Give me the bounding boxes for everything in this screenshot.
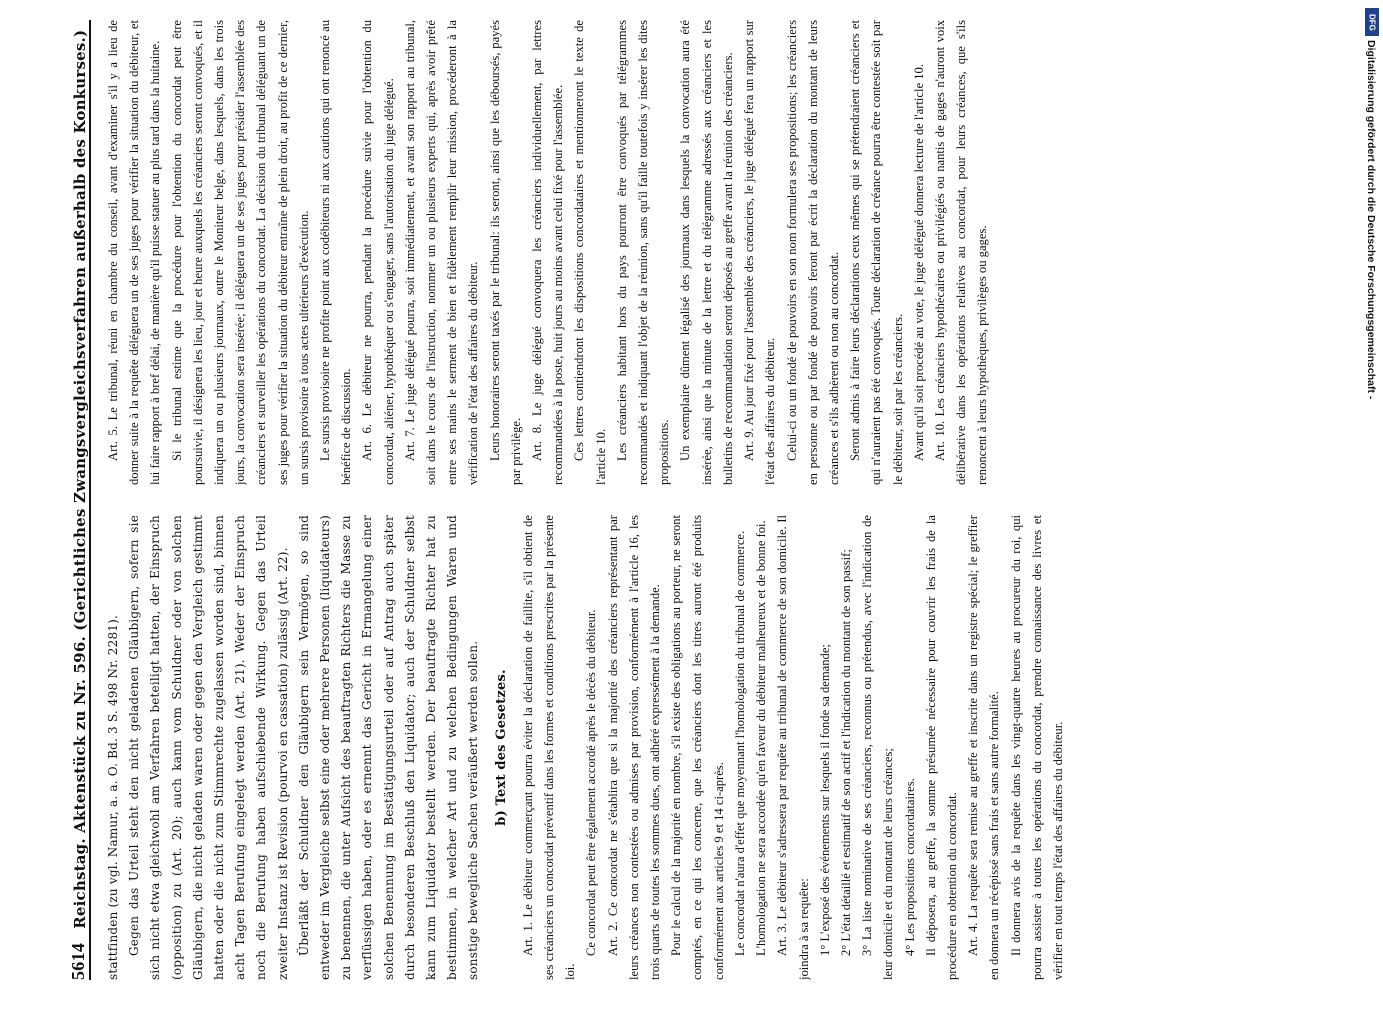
section-heading: b) Text des Gesetzes.: [493, 669, 509, 826]
article-paragraph: Les créanciers habitant hors du pays pourront être convoqués par télégrammes recommandés et indiquant l'objet de la réunion, sans qu'il faille toutefois y insérer les dites propositions.: [614, 20, 672, 485]
paragraph: stattfinden (zu vgl. Namur, a. a. O. Bd. 3 S. 498 Nr. 2281).: [106, 614, 120, 980]
digitization-text: Digitalisierung gefördert durch die Deutsche Forschungsgemeinschaft -: [1365, 40, 1377, 400]
article-paragraph: Seront admis à faire leurs déclarations ceux mêmes qui se prétendraient créanciers et qui n'auraient pas été convoqués. Toute déclaration de créance pourra être contestée soit par le débiteur, soit par les créanciers.: [848, 20, 905, 485]
article-paragraph: Art. 1. Le débiteur commerçant pourra éviter la déclaration de faillite, s'il obtient de ses créanciers un concordat préventif dans les formes et conditions prescrites par la présente loi.: [520, 515, 578, 980]
article-paragraph: Art. 7. Le juge délégué pourra, soit immédiatement, et avant son rapport au tribunal, soit dans le cours de l'instruction, nommer un ou plusieurs experts qui, après avoir prêté entre ses mains le serment de bien et fidèlement remplir leur mission, procéderont à la vérification de l'état des affaires du débiteur.: [402, 20, 481, 485]
document-page: [55, 10, 1383, 990]
article-item: 2° L'état détaillé et estimatif de son actif et l'indication du montant de son passif;: [838, 549, 853, 956]
article-paragraph: Art. 6. Le débiteur ne pourra, pendant la procédure suivie pour l'obtention du concordat, aliéner, hypothéquer ou s'engager, sans l'autorisation du juge délégué.: [360, 20, 396, 485]
paragraph: Überläßt der Schuldner den Gläubigern sein Vermögen, so sind entweder im Vergleiche selbst eine oder mehrere Personen (liquidateurs) zu benennen, die unter Aufsicht des beauftragten Richters die Masse zu verflüssigen haben, oder es ernennt das Gericht in Ermangelung einer solchen Benennung im Bestätigungsurteil oder auf Antrag auch später durch besonderen Beschluß den Liquidator; auch der Schuldner selbst kann zum Liquidator bestellt werden. Der beauftragte Richter hat zu bestimmen, in welcher Art und zu welchen Bedingungen Waren und sonstige bewegliche Sachen veräußert werden sollen.: [296, 515, 481, 980]
right-column: [103, 20, 1373, 485]
article-paragraph: Pour le calcul de la majorité en nombre, s'il existe des obligations au porteur, ne seront comptés, en ce qui les concerne, que les créanciers dont les titres auront été produits conformément aux articles 9 et 14 ci-après.: [669, 515, 726, 980]
page-title: Reichstag. Aktenstück zu Nr. 596. (Gerichtliches Zwangsvergleichsverfahren außerhalb des Konkurses.): [71, 29, 89, 929]
article-paragraph: L'homologation ne sera accordée qu'en faveur du débiteur malheureux et de bonne foi.: [754, 520, 769, 956]
article-paragraph: Art. 9. Au jour fixé pour l'assemblée des créanciers, le juge délégué fera un rapport sur l'état des affaires du débiteur.: [742, 20, 778, 485]
article-paragraph: Art. 5. Le tribunal, réuni en chambre du conseil, avant d'examiner s'il y a lieu de donner suite à la requête déléguera un de ses juges pour vérifier la situation du débiteur, et lui faire rapport à bref délai, de manière qu'il puisse statuer au plus tard dans la huitaine.: [106, 20, 163, 485]
article-paragraph: Ces lettres contiendront les dispositions concordataires et mentionneront le texte de l'article 10.: [572, 20, 608, 485]
page-number: 5614: [68, 942, 88, 980]
article-paragraph: Art. 3. Le débiteur s'adressera par requête au tribunal de commerce de son domicile. Il joindra à sa requête:: [775, 515, 811, 980]
article-paragraph: Leurs honoraires seront taxés par le tribunal: ils seront, ainsi que les déboursés, payés par privilège.: [487, 20, 523, 485]
article-item: 3° La liste nominative de ses créanciers, reconnus ou prétendus, avec l'indication de leur domicile et du montant de leurs créances;: [860, 515, 896, 980]
left-column: [103, 515, 1373, 980]
article-paragraph: Art. 2. Ce concordat ne s'établira que si la majorité des créanciers représentant par leurs créances non contestées ou admises par provision, conformément à l'article 16, les trois quarts de toutes les sommes dues, ont adhéré expressément à la demande.: [605, 515, 663, 980]
article-item: 1° L'exposé des événements sur lesquels il fonde sa demande;: [817, 644, 832, 956]
article-paragraph: Un exemplaire dûment légalisé des journaux dans lesquels la convocation aura été insérée, ainsi que la minute de la lettre et du télégramme adressés aux créanciers et les bulletins de recommandation seront déposés au greffe avant la réunion des créanciers.: [678, 20, 735, 485]
article-paragraph: Celui-ci ou un fondé de pouvoirs en son nom formulera ses propositions; les créanciers en personne ou par fondé de pouvoirs feront par écrit la déclaration du montant de leurs créances et s'ils adhèrent ou non au concordat.: [784, 20, 841, 485]
article-paragraph: Art. 8. Le juge délégué convoquera les créanciers individuellement, par lettres recommandées à la poste, huit jours au moins avant celui fixé pour l'assemblée.: [530, 20, 566, 485]
article-paragraph: Il donnera avis de la requête dans les vingt-quatre heures au procureur du roi, qui pourra assister à toutes les opérations du concordat, prendre connaissance des livres et vérifier en tout temps l'état des affaires du débiteur.: [1008, 515, 1065, 980]
article-paragraph: Avant qu'il soit procédé au vote, le juge délégué donnera lecture de l'article 10.: [911, 63, 926, 461]
article-paragraph: Le concordat n'aura d'effet que moyennant l'homologation du tribunal de commerce.: [732, 530, 747, 956]
running-head: [55, 20, 91, 980]
article-paragraph: Art. 10. Les créanciers hypothécaires ou privilégiés ou nantis de gages n'auront voix délibérative dans les opérations relatives au concordat, pour leurs créances, que s'ils renoncent à leurs hypothèques, privilèges ou gages.: [932, 20, 990, 485]
article-paragraph: Il déposera, au greffe, la somme présumée nécessaire pour couvrir les frais de la procédure en obtention du concordat.: [923, 515, 959, 980]
dfg-logo: DFG: [1365, 8, 1379, 36]
paragraph: Gegen das Urteil steht den nicht geladenen Gläubigern, sofern sie sich nicht etwa gleichwohl am Verfahren beteiligt hatten, der Einspruch (opposition) zu (Art. 20); auch kann vom Schuldner oder von solchen Gläubigern, die nicht geladen waren oder gegen den Vergleich gestimmt hatten oder die nicht zum Stimmrechte zugelassen worden sind, binnen acht Tagen Berufung eingelegt werden (Art. 21). Weder der Einspruch noch die Berufung haben aufschiebende Wirkung. Gegen das Urteil zweiter Instanz ist Revision (pourvoi en cassation) zulässig (Art. 22).: [127, 515, 290, 980]
article-paragraph: Art. 4. La requête sera remise au greffe et inscrite dans un registre spécial; le greffier en donnera un récépissé sans frais et sans autre formalité.: [966, 515, 1002, 980]
digitization-note: [1359, 40, 1377, 1020]
article-item: 4° Les propositions concordataires.: [902, 778, 917, 956]
article-paragraph: Ce concordat peut être également accordé après le décès du débiteur.: [584, 609, 599, 956]
article-paragraph: Le sursis provisoire ne profite point aux codébiteurs ni aux cautions qui ont renoncé au bénéfice de discussion.: [318, 20, 354, 485]
article-paragraph: Si le tribunal estime que la procédure pour l'obtention du concordat peut être poursuivie, il désignera les lieu, jour et heure auxquels les créanciers seront convoqués, et il indiquera un ou plusieurs journaux, outre le Moniteur belge, dans lesquels, dans les trois jours, la convocation sera insérée; il déléguera un de ses juges pour présider l'assemblée des créanciers et surveiller les opérations du concordat. La décision du tribunal déléguant un de ses juges pour vérifier la situation du débiteur entraîne de plein droit, au profit de ce dernier, un sursis provisoire à tous actes ultérieurs d'exécution.: [169, 20, 311, 485]
